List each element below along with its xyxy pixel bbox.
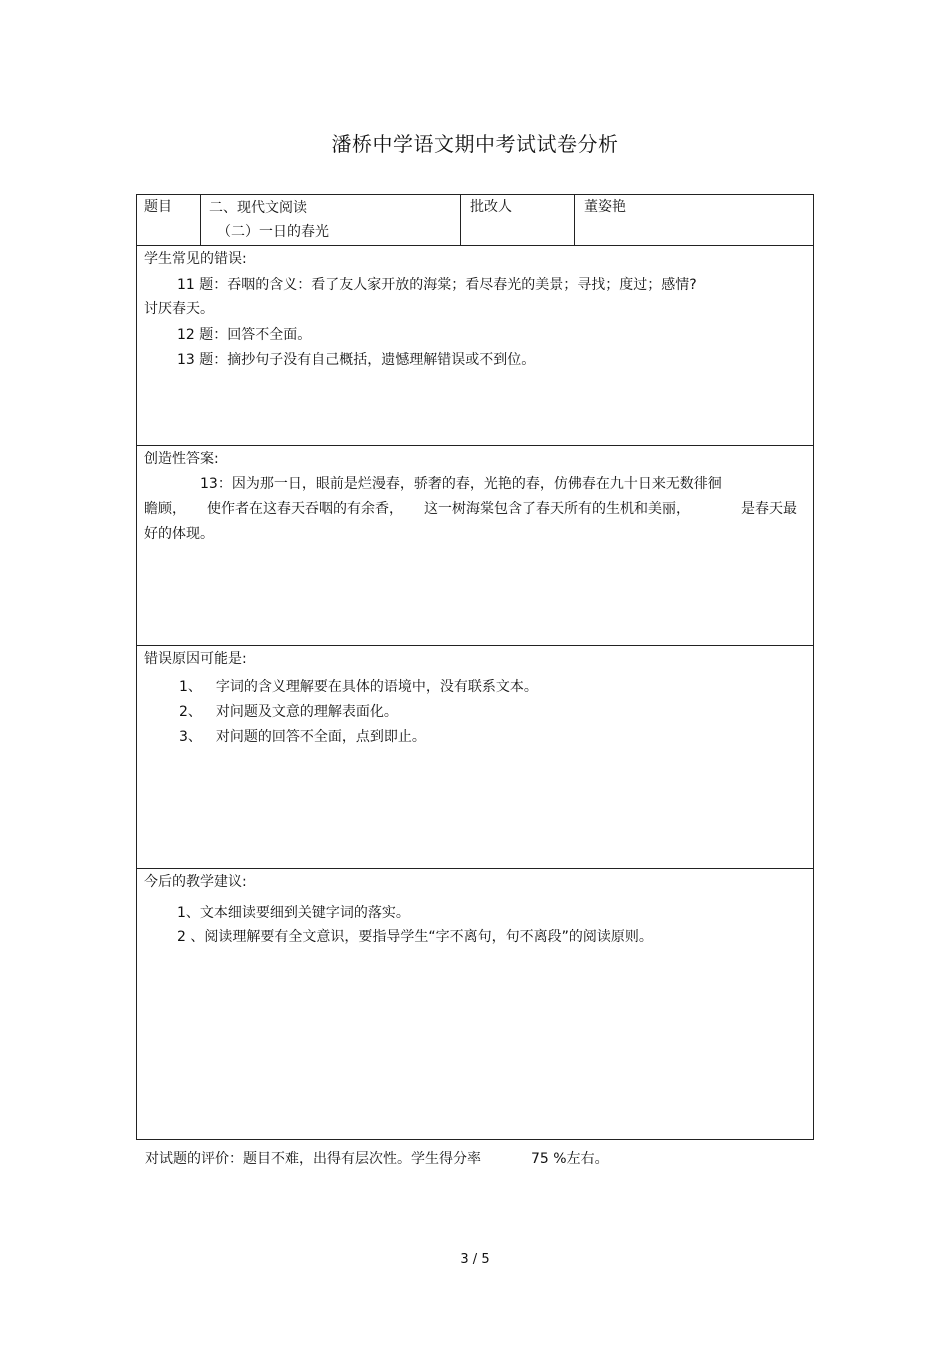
evaluation-score: 75 %左右。 <box>531 1151 609 1167</box>
cause-text-1: 字词的含义理解要在具体的语境中，没有联系文本。 <box>215 679 538 695</box>
teaching-suggestions-heading: 今后的教学建议: <box>144 874 247 890</box>
grader-name: 董姿艳 <box>584 199 626 215</box>
common-errors-section <box>137 245 813 445</box>
topic-label: 题目 <box>137 195 201 245</box>
page-title: 潘桥中学语文期中考试试卷分析 <box>331 132 619 156</box>
suggestion-item-1: 1、文本细读要细到关键字词的落实。 <box>177 905 410 921</box>
page-number: 3 / 5 <box>460 1252 490 1267</box>
teaching-suggestions-section <box>137 868 813 1141</box>
creative-line-3: 好的体现。 <box>144 526 214 542</box>
error-item-11-cont: 讨厌春天。 <box>144 301 214 317</box>
topic-cell <box>201 195 461 245</box>
evaluation-text: 对试题的评价：题目不难，出得有层次性。学生得分率 <box>145 1151 481 1167</box>
common-errors-heading: 学生常见的错误: <box>144 251 247 267</box>
cause-item-2 <box>179 701 398 721</box>
cause-item-1 <box>179 676 538 696</box>
cause-item-3 <box>179 726 426 746</box>
topic-line-2: （二）一日的春光 <box>217 224 329 240</box>
creative-line-2d: 是春天最 <box>741 501 797 517</box>
creative-line-2a: 瞻顾， <box>144 501 186 517</box>
header-row <box>137 195 813 245</box>
cause-text-2: 对问题及文意的理解表面化。 <box>215 704 398 720</box>
creative-answer-heading: 创造性答案: <box>144 451 219 467</box>
test-evaluation <box>145 1148 609 1168</box>
error-item-13: 13 题：摘抄句子没有自己概括，遗憾理解错误或不到位。 <box>177 352 536 368</box>
cause-text-3: 对问题的回答不全面，点到即止。 <box>215 729 426 745</box>
creative-line-2b: 使作者在这春天吞咽的有余香， <box>207 501 403 517</box>
cause-num-2: 2、 <box>179 704 202 720</box>
analysis-table <box>136 194 814 1140</box>
error-causes-section <box>137 645 813 868</box>
topic-line-1: 二、现代文阅读 <box>209 200 307 216</box>
cause-num-3: 3、 <box>179 729 202 745</box>
creative-line-2c: 这一树海棠包含了春天所有的生机和美丽， <box>424 501 690 517</box>
grader-label: 批改人 <box>461 195 575 245</box>
creative-answer-section <box>137 445 813 645</box>
error-item-12: 12 题：回答不全面。 <box>177 327 312 343</box>
cause-num-1: 1、 <box>179 679 202 695</box>
creative-line-1: 13：因为那一日，眼前是烂漫春，骄奢的春，光艳的春，仿佛春在九十日来无数徘徊 <box>200 476 722 492</box>
error-item-11: 11 题：吞咽的含义：看了友人家开放的海棠；看尽春光的美景；寻找；度过；感情? <box>177 277 697 293</box>
error-causes-heading: 错误原因可能是: <box>144 651 247 667</box>
suggestion-item-2: 2 、阅读理解要有全文意识，要指导学生“字不离句，句不离段”的阅读原则。 <box>177 929 653 945</box>
